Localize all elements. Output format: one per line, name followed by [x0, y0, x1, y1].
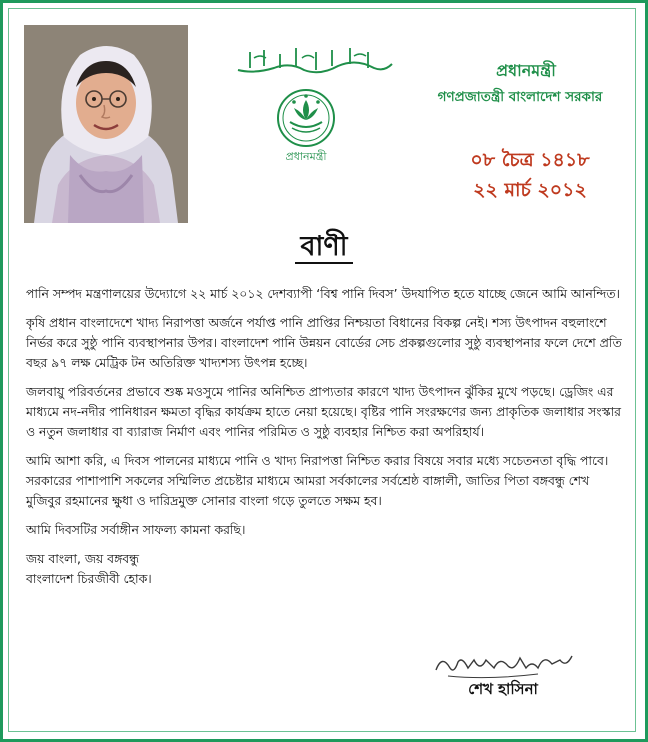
- closing-line-1: জয় বাংলা, জয় বঙ্গবন্ধু: [26, 551, 139, 566]
- signer-name: শেখ হাসিনা: [468, 680, 538, 698]
- paragraph-5: আমি দিবসটির সর্বাঙ্গীন সাফল্য কামনা করছি।: [26, 522, 246, 537]
- date-bangla: ০৮ চৈত্র ১৪১৮: [470, 149, 590, 171]
- bismillah-calligraphy: [234, 44, 396, 78]
- paragraph-2: কৃষি প্রধান বাংলাদেশে খাদ্য নিরাপত্তা অর্জনে পর্যাপ্ত পানি প্রাপ্তির নিশ্চয়তা বিধানের বিকল্প নেই। শস্য উৎপাদন বহুলাংশে নির্ভর করে সুষ্ঠু পানি ব্যবস্থাপনার উপর। বাংলাদেশ পানি উন্নয়ন বোর্ডের সেচ প্রকল্পগুলোর সুষ্ঠু ব্যবস্থাপনার ফলে দেশে প্রতি বছর ৯৭ লক্ষ মেট্রিক টন অতিরিক্ত খাদ্যশস্য উৎপন্ন হচ্ছে।: [26, 315, 622, 370]
- office-subtitle: গণপ্রজাতন্ত্রী বাংলাদেশ সরকার: [437, 89, 603, 105]
- prime-minister-portrait: [24, 25, 188, 223]
- paragraph-4: আমি আশা করি, এ দিবস পালনের মাধ্যমে পানি ও খাদ্য নিরাপত্তা নিশ্চিত করার বিষয়ে সবার মধ্যে সচেতনতা বৃদ্ধি পাবে। সরকারের পাশাপাশি সকলের সম্মিলিত প্রচেষ্টার মাধ্যমে আমরা সর্বকালের সর্বশ্রেষ্ঠ বাঙ্গালী, জাতির পিতা বঙ্গবন্ধু শেখ মুজিবুর রহমানের ক্ষুধা ও দারিদ্রমুক্ত সোনার বাংলা গড়ে তুলতে সক্ষম হব।: [26, 453, 609, 508]
- seal-label: প্রধানমন্ত্রী: [285, 150, 327, 163]
- date-gregorian: ২২ মার্চ ২০১২: [473, 179, 587, 201]
- office-title: প্রধানমন্ত্রী: [496, 61, 556, 80]
- paragraph-1: পানি সম্পদ মন্ত্রণালয়ের উদ্যোগে ২২ মার্চ ২০১২ দেশব্যাপী ‘বিশ্ব পানি দিবস’ উদযাপিত হতে যাচ্ছে জেনে আমি আনন্দিত।: [26, 286, 620, 301]
- message-heading: [0, 226, 648, 271]
- closing-line-2: বাংলাদেশ চিরজীবী হোক।: [26, 571, 152, 586]
- message-body: [26, 284, 626, 589]
- paragraph-3: জলবায়ু পরিবর্তনের প্রভাবে শুষ্ক মওসুমে পানির অনিশ্চিত প্রাপ্যতার কারণে খাদ্য উৎপাদন ঝুঁকির মুখে পড়ছে। ড্রেজিং এর মাধ্যমে নদ-নদীর পানিধারন ক্ষমতা বৃদ্ধির কার্যক্রম হাতে নেয়া হয়েছে। বৃষ্টির পানি সংরক্ষণের জন্য প্রাকৃতিক জলাধার সংস্কার ও নতুন জলাধার বা ব্যারাজ নির্মাণ এবং পানির পরিমিত ও সুষ্ঠু ব্যবহার নিশ্চিত করা অপরিহার্য।: [26, 384, 621, 439]
- handwritten-signature: [428, 646, 578, 680]
- government-seal-icon: [272, 88, 340, 166]
- heading-text: বাণী: [295, 231, 354, 264]
